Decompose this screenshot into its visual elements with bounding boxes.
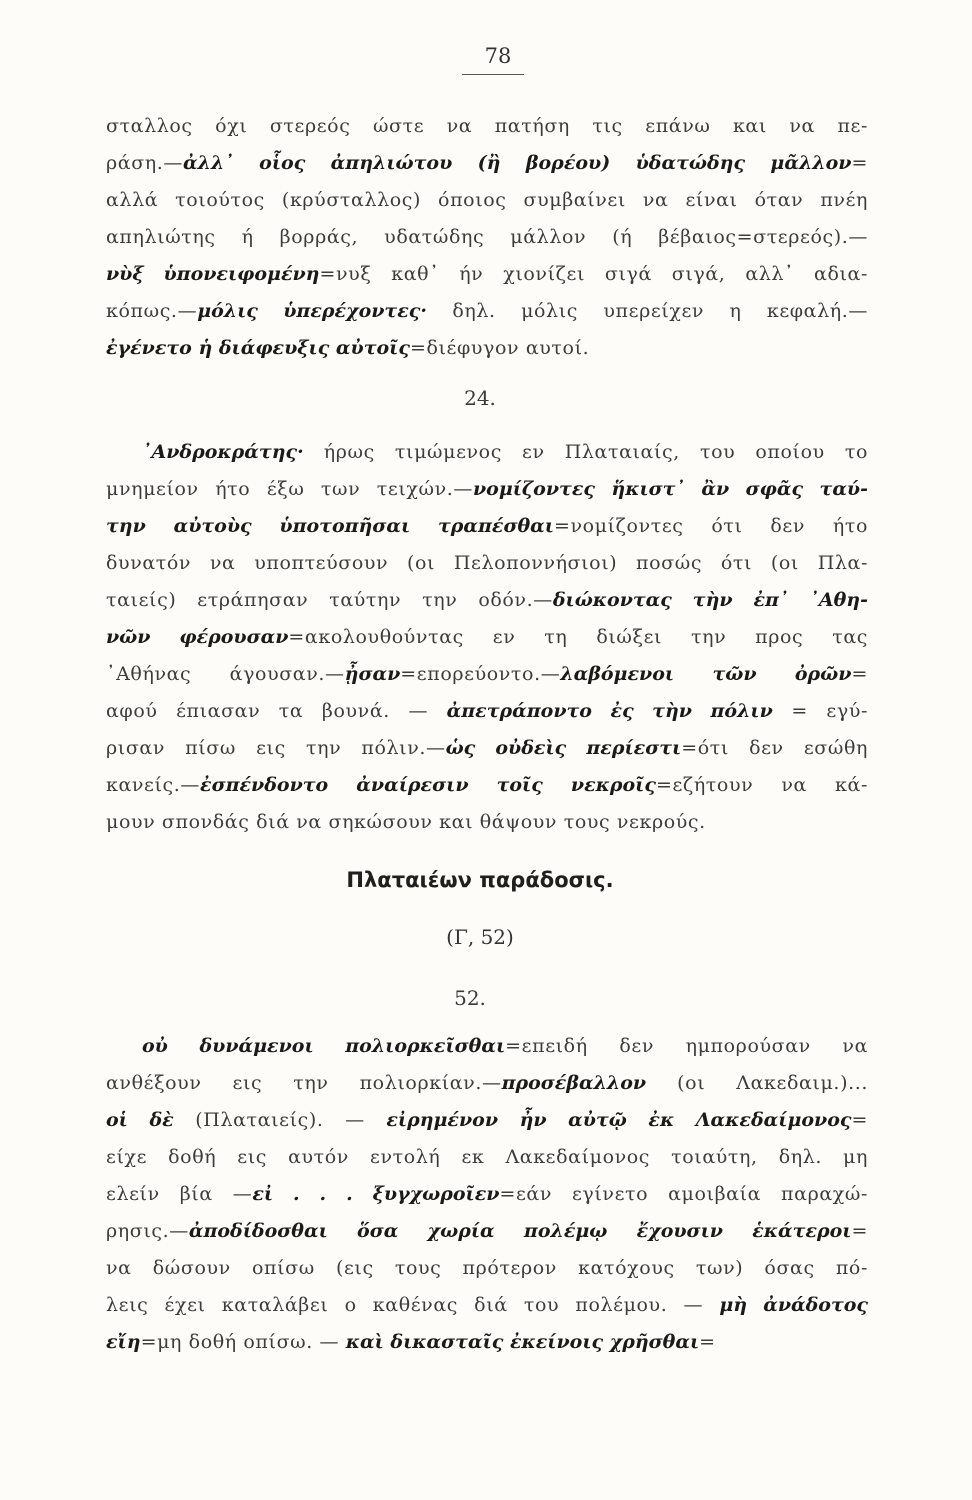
text-line <box>106 1139 868 1176</box>
paragraph-glossary-52 <box>106 1028 868 1361</box>
text-line <box>106 330 868 367</box>
gloss-text: =διέφυγον αυτοί. <box>409 337 590 359</box>
gloss-text: ᾽Αθήνας άγουσαν.— <box>106 663 345 685</box>
paragraph-glossary-1 <box>106 108 868 367</box>
text-line <box>106 434 868 471</box>
text-line <box>106 730 868 767</box>
lemma-text: λαβόμενοι τῶν ὀρῶν <box>560 663 852 685</box>
gloss-text: = <box>851 663 868 685</box>
page-number-underline <box>462 74 524 75</box>
text-line <box>106 1250 868 1287</box>
text-line <box>106 619 868 656</box>
gloss-text: μουν σπονδάς διά να σηκώσουν και θάψουν τους νεκρούς. <box>106 811 706 833</box>
gloss-text: (Πλαταιείς). — <box>173 1109 387 1131</box>
section-heading: Πλαταιέων παράδοσις. <box>346 868 614 892</box>
text-line <box>106 256 868 293</box>
text-line <box>106 1287 868 1324</box>
lemma-text: μόλις ὑπερέχοντες· <box>197 300 427 322</box>
gloss-text: κανείς.— <box>106 774 201 796</box>
gloss-text: = <box>851 152 868 174</box>
text-line <box>106 582 868 619</box>
text-line <box>106 508 868 545</box>
section-number-24: 24. <box>464 386 496 410</box>
lemma-text: την αὐτοὺς ὑποτοπῆσαι τραπέσθαι <box>106 515 554 537</box>
lemma-text: οὐ δυνάμενοι πολιορκεῖσθαι <box>142 1035 506 1057</box>
lemma-text: μὴ ἀνάδοτος <box>719 1294 868 1316</box>
lemma-text: προσέβαλλον <box>501 1072 647 1094</box>
gloss-text: δηλ. μόλις υπερείχεν η κεφαλή.— <box>426 300 868 322</box>
gloss-text: ράση.— <box>106 152 183 174</box>
gloss-text: =ότι δεν εσώθη <box>681 737 868 759</box>
lemma-text: διώκοντας τὴν ἐπ᾽ ᾽Αθη- <box>552 589 868 611</box>
lemma-text: ὡς οὐδεὶς περίεστι <box>445 737 682 759</box>
gloss-text: ήρως τιμώμενος εν Πλαταιαίς, του οποίου το <box>303 441 868 463</box>
gloss-text: =εζήτουν να κά- <box>655 774 868 796</box>
lemma-text: ᾖσαν <box>344 663 401 685</box>
section-reference: (Γ, 52) <box>446 925 514 949</box>
lemma-text: εἴη <box>106 1331 141 1353</box>
gloss-text: = <box>699 1331 716 1353</box>
gloss-text: αλλά τοιούτος (κρύσταλλος) όποιος συμβαίνει να είναι όταν πνέη <box>106 189 868 211</box>
gloss-text: ελείν βία — <box>106 1183 253 1205</box>
gloss-text: =νυξ καθ᾽ ήν χιονίζει σιγά σιγά, αλλ᾽ αδια- <box>319 263 868 285</box>
lemma-text: ἀλλ᾽ οἷος ἀπηλιώτου (ἢ βορέου) ὑδατώδης μᾶλλον <box>183 152 852 174</box>
text-line <box>106 656 868 693</box>
gloss-text: =μη δοθή οπίσω. — <box>140 1331 346 1353</box>
page-number: 78 <box>484 44 512 68</box>
gloss-text: =επορεύοντο.— <box>400 663 561 685</box>
text-line <box>106 145 868 182</box>
gloss-text: ταιείς) ετράπησαν ταύτην την οδόν.— <box>106 589 553 611</box>
text-line <box>106 1176 868 1213</box>
text-line <box>106 545 868 582</box>
gloss-text: ρησις.— <box>106 1220 189 1242</box>
gloss-text: κόπως.— <box>106 300 198 322</box>
text-line <box>106 1102 868 1139</box>
text-line <box>106 471 868 508</box>
lemma-text: ἀποδίδοσθαι ὅσα χωρία πολέμῳ ἔχουσιν ἑκάτεροι <box>188 1220 852 1242</box>
text-line <box>106 767 868 804</box>
gloss-text: (οι Λακεδαιμ.)... <box>646 1072 868 1094</box>
text-line <box>106 108 868 145</box>
text-line <box>106 693 868 730</box>
lemma-text: ᾽Ανδροκράτης· <box>142 441 304 463</box>
text-line <box>106 219 868 256</box>
gloss-text: δυνατόν να υποπτεύσουν (οι Πελοποννήσιοι) ποσώς ότι (οι Πλα- <box>106 552 868 574</box>
gloss-text: =επειδή δεν ημπορούσαν να <box>505 1035 868 1057</box>
lemma-text: νὺξ ὑπονειφομένη <box>106 263 320 285</box>
text-line <box>106 1065 868 1102</box>
lemma-text: εἰ . . . ξυγχωροῖεν <box>252 1183 500 1205</box>
gloss-text: ρισαν πίσω εις την πόλιν.— <box>106 737 446 759</box>
gloss-text: σταλλος όχι στερεός ώστε να πατήση τις επάνω και να πε- <box>106 115 868 137</box>
gloss-text: μνημείον ήτο έξω των τειχών.— <box>106 478 473 500</box>
gloss-text: = <box>851 1220 868 1242</box>
lemma-text: εἰρημένον ἦν αὐτῷ ἐκ Λακεδαίμονος <box>386 1109 852 1131</box>
gloss-text: = <box>851 1109 868 1131</box>
lemma-text: ἐσπένδοντο ἀναίρεσιν τοῖς νεκροῖς <box>200 774 656 796</box>
lemma-text: οἱ δὲ <box>106 1109 174 1131</box>
text-line <box>106 293 868 330</box>
gloss-text: =νομίζοντες ότι δεν ήτο <box>553 515 868 537</box>
text-line <box>106 182 868 219</box>
gloss-text: =εάν εγίνετο αμοιβαία παραχώ- <box>499 1183 868 1205</box>
gloss-text: να δώσουν οπίσω (εις τους πρότερον κατόχους των) όσας πό- <box>106 1257 868 1279</box>
gloss-text: λεις έχει καταλάβει ο καθένας διά του πολέμου. — <box>106 1294 720 1316</box>
text-line <box>106 804 868 841</box>
paragraph-glossary-24 <box>106 434 868 841</box>
text-line <box>106 1324 868 1361</box>
lemma-text: νῶν φέρουσαν <box>106 626 289 648</box>
gloss-text: = εγύ- <box>772 700 868 722</box>
text-line <box>106 1213 868 1250</box>
gloss-text: απηλιώτης ή βορράς, υδατώδης μάλλον (ή βέβαιος=στερεός).— <box>106 226 868 248</box>
lemma-text: καὶ δικασταῖς ἐκείνοις χρῆσθαι <box>345 1331 700 1353</box>
gloss-text: αφού έπιασαν τα βουνά. — <box>106 700 447 722</box>
lemma-text: ἐγένετο ἡ διάφευξις αὐτοῖς <box>106 337 410 359</box>
lemma-text: ἀπετράποντο ἐς τὴν πόλιν <box>446 700 773 722</box>
gloss-text: =ακολουθούντας εν τη διώξει την προς τας <box>288 626 868 648</box>
gloss-text: είχε δοθή εις αυτόν εντολή εκ Λακεδαίμονος τοιαύτη, δηλ. μη <box>106 1146 868 1168</box>
section-number-52: 52. <box>454 986 486 1010</box>
gloss-text: ανθέξουν εις την πολιορκίαν.— <box>106 1072 502 1094</box>
lemma-text: νομίζοντες ἥκιστ᾽ ἂν σφᾶς ταύ- <box>472 478 868 500</box>
text-line <box>106 1028 868 1065</box>
